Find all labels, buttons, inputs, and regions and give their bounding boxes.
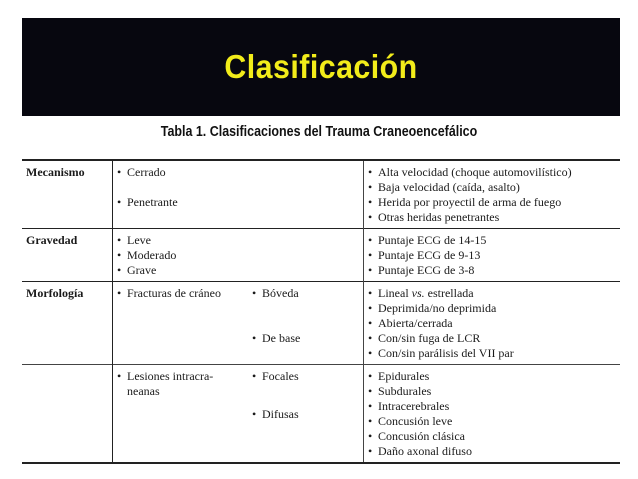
list-item: • Herida por proyectil de arma de fuego	[368, 195, 616, 210]
row-label-gravedad: Gravedad	[22, 229, 113, 282]
gravedad-details	[364, 229, 621, 282]
lesiones-details	[364, 365, 621, 464]
gravedad-categories	[113, 229, 364, 282]
lesiones-label-line1: Lesiones intracra-	[127, 369, 214, 383]
list-item: • Concusión clásica	[368, 429, 616, 444]
list-item: • Penetrante	[117, 195, 359, 210]
list-item: • Grave	[117, 263, 359, 278]
list-item: • Fracturas de cráneo	[117, 286, 252, 301]
table-row-gravedad	[22, 229, 620, 282]
list-item: • Con/sin fuga de LCR	[368, 331, 616, 346]
list-item: • Focales	[252, 369, 359, 384]
list-item: • Con/sin parálisis del VII par	[368, 346, 616, 361]
list-item: • Leve	[117, 233, 359, 248]
mecanismo-categories	[113, 160, 364, 229]
table-row-morfologia-lesiones	[22, 365, 620, 464]
detail-text-italic: vs.	[411, 286, 425, 300]
classification-table	[22, 159, 620, 464]
slide-title: Clasificación	[224, 48, 418, 85]
list-item: • Epidurales	[368, 369, 616, 384]
detail-text: Lineal	[378, 286, 412, 300]
row-label-empty	[22, 365, 113, 464]
fracturas-details	[364, 282, 621, 365]
list-item: • Puntaje ECG de 3-8	[368, 263, 616, 278]
lesiones-label-line2: neanas	[127, 384, 160, 398]
list-item: • Baja velocidad (caída, asalto)	[368, 180, 616, 195]
list-item: • Deprimida/no deprimida	[368, 301, 616, 316]
list-item: • Cerrado	[117, 165, 359, 180]
lesiones-categories	[113, 365, 364, 464]
list-item: • Otras heridas penetrantes	[368, 210, 616, 225]
table-row-mecanismo	[22, 160, 620, 229]
list-item	[117, 369, 252, 399]
list-item: • Alta velocidad (choque automovilístico)	[368, 165, 616, 180]
row-label-morfologia: Morfología	[22, 282, 113, 365]
list-item: • De base	[252, 331, 359, 346]
fracturas-categories	[113, 282, 364, 365]
list-item: • Daño axonal difuso	[368, 444, 616, 459]
list-item: • Intracerebrales	[368, 399, 616, 414]
list-item: • Puntaje ECG de 9-13	[368, 248, 616, 263]
list-item: • Concusión leve	[368, 414, 616, 429]
list-item	[368, 286, 616, 301]
detail-text: estrellada	[424, 286, 474, 300]
list-item: • Bóveda	[252, 286, 359, 301]
table-caption: Tabla 1. Clasificaciones del Trauma Craneoencefálico	[160, 124, 478, 140]
table-row-morfologia-fracturas	[22, 282, 620, 365]
row-label-mecanismo: Mecanismo	[22, 160, 113, 229]
list-item: • Puntaje ECG de 14-15	[368, 233, 616, 248]
mecanismo-details	[364, 160, 621, 229]
list-item: • Abierta/cerrada	[368, 316, 616, 331]
list-item: • Subdurales	[368, 384, 616, 399]
title-banner	[22, 18, 620, 116]
list-item: • Moderado	[117, 248, 359, 263]
list-item: • Difusas	[252, 407, 359, 422]
